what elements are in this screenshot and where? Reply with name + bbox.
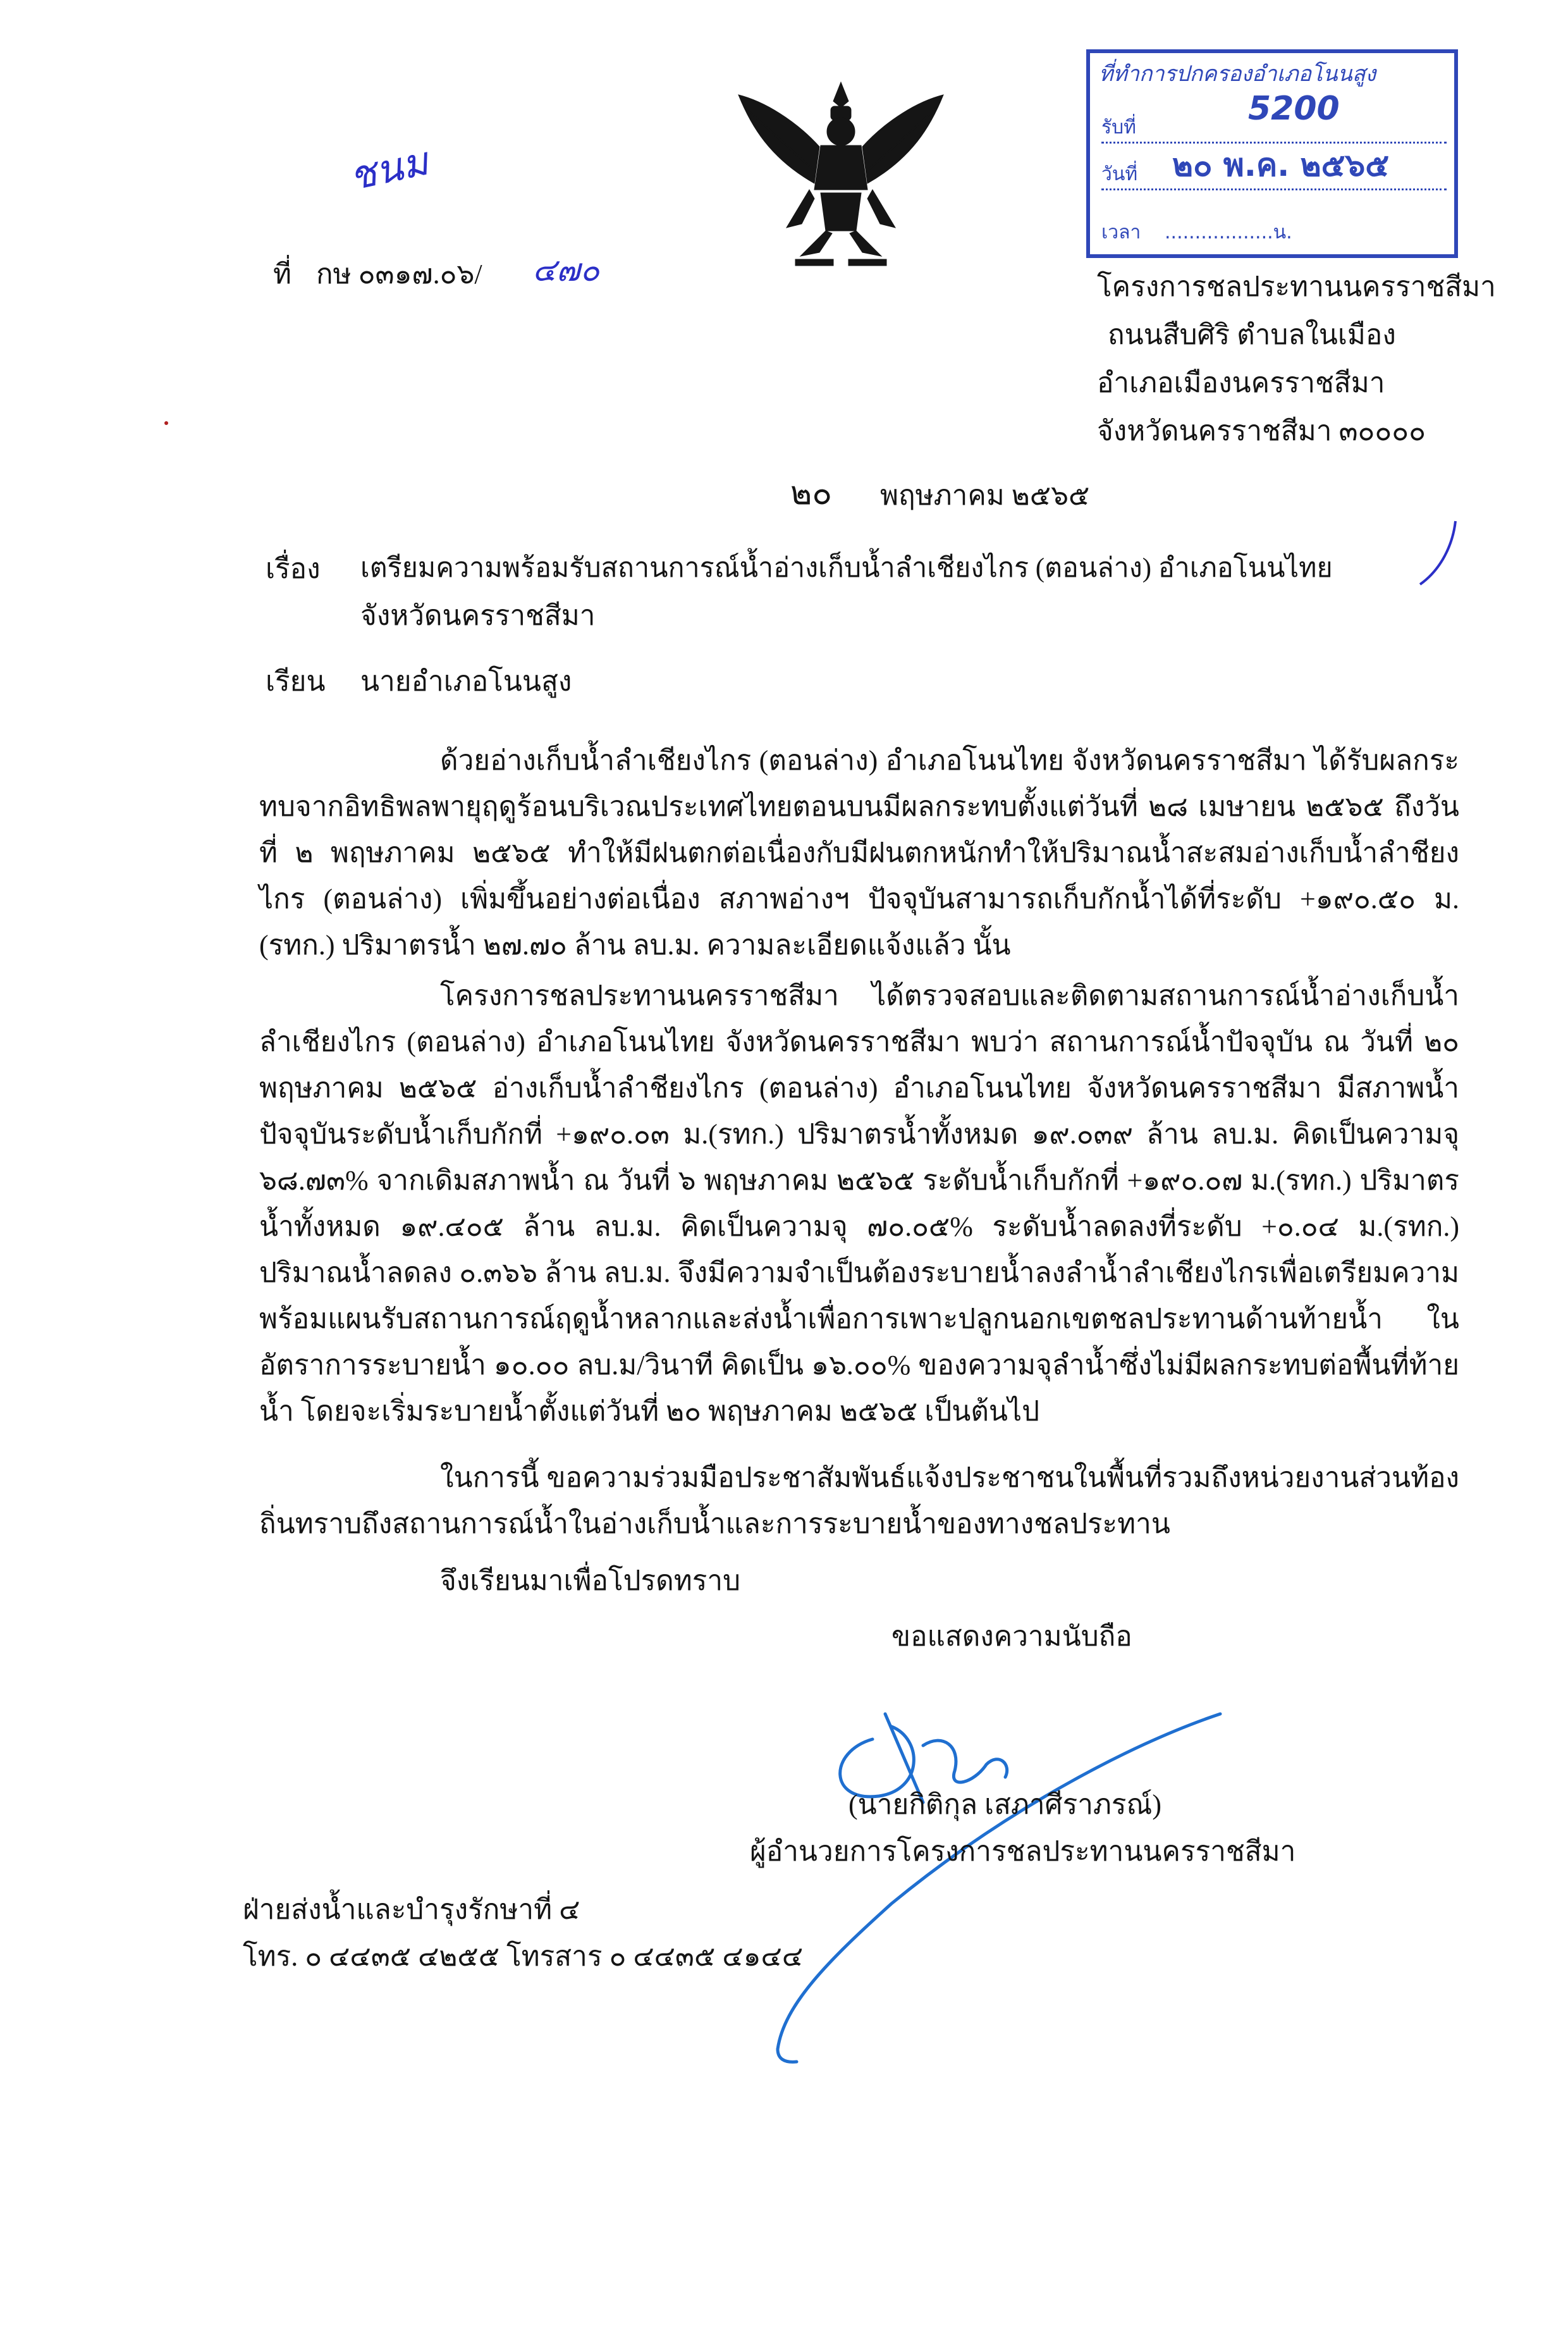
sender-address-line1: โครงการชลประทานนครราชสีมา [1097,271,1496,302]
stray-dot [164,421,168,425]
sender-address-line2: ถนนสืบศิริ ตำบลในเมือง [1108,319,1396,350]
to-label: เรียน [266,666,326,697]
contact-phone: โทร. ๐ ๔๔๓๕ ๔๒๕๕ โทรสาร ๐ ๔๔๓๕ ๔๑๔๔ [243,1941,804,1972]
doc-number-handwritten: ๔๗๐ [532,252,599,288]
receive-stamp [1086,49,1458,258]
pen-tick-mark [1416,519,1461,588]
stamp-time-dots: ..................น. [1165,221,1292,243]
doc-number: กษ ๐๓๑๗.๐๖/ [316,259,482,290]
department: ฝ่ายส่งน้ำและบำรุงรักษาที่ ๔ [243,1894,580,1925]
closing-regards: ขอแสดงความนับถือ [891,1621,1132,1652]
handwritten-signature [733,1638,1328,2340]
stamp-time-row [1101,212,1447,247]
stamp-date-value: ๒๐ พ.ค. ๒๕๖๕ [1172,147,1390,183]
subject-line2: จังหวัดนครราชสีมา [360,600,596,631]
subject-line1: เตรียมความพร้อมรับสถานการณ์น้ำอ่างเก็บน้ำลำเชียงไกร (ตอนล่าง) อำเภอโนนไทย [360,553,1333,583]
signer-name: (นายกิติกุล เสภาศีราภรณ์) [848,1789,1162,1820]
body-paragraph-2: โครงการชลประทานนครราชสีมา ได้ตรวจสอบและติดตามสถานการณ์น้ำอ่างเก็บน้ำลำเชียงไกร (ตอนล่าง) อำเภอโนนไทย จังหวัดนครราชสีมา พบว่า สถานการณ์น้ำปัจจุบัน ณ วันที่ ๒๐ พฤษภาคม ๒๕๖๕ อ่างเก็บน้ำลำชียงไกร (ตอนล่าง) อำเภอโนนไทย จังหวัดนครราชสีมา มีสภาพน้ำปัจจุบันระดับน้ำเก็บกักที่ +๑๙๐.๐๓ ม.(รทก.) ปริมาตรน้ำทั้งหมด ๑๙.๐๓๙ ล้าน ลบ.ม. คิดเป็นความจุ ๖๘.๗๓% จากเดิมสภาพน้ำ ณ วันที่ ๖ พฤษภาคม ๒๕๖๕ ระดับน้ำเก็บกักที่ +๑๙๐.๐๗ ม.(รทก.) ปริมาตรน้ำทั้งหมด ๑๙.๔๐๕ ล้าน ลบ.ม. คิดเป็นความจุ ๗๐.๐๕% ระดับน้ำลดลงที่ระดับ +๐.๐๔ ม.(รทก.) ปริมาณน้ำลดลง ๐.๓๖๖ ล้าน ลบ.ม. จึงมีความจำเป็นต้องระบายน้ำลงลำน้ำลำเชียงไกรเพื่อเตรียมความพร้อมแผนรับสถานการณ์ฤดูน้ำหลากและส่งน้ำเพื่อการเพาะปลูกนอกเขตชลประทานด้านท้ายน้ำ ในอัตราการระบายน้ำ ๑๐.๐๐ ลบ.ม/วินาที คิดเป็น ๑๖.๐๐% ของความจุลำน้ำซึ่งไม่มีผลกระทบต่อพื้นที่ท้ายน้ำ โดยจะเริ่มระบายน้ำตั้งแต่วันที่ ๒๐ พฤษภาคม ๒๕๖๕ เป็นต้นไป [259,980,1459,1427]
stamp-receipt-number: 5200 [1248,90,1340,128]
body-paragraph-1: ด้วยอ่างเก็บน้ำลำเชียงไกร (ตอนล่าง) อำเภอโนนไทย จังหวัดนครราชสีมา ได้รับผลกระทบจากอิทธิพลพายุฤดูร้อนบริเวณประเทศไทยตอนบนมีผลกระทบตั้งแต่วันที่ ๒๘ เมษายน ๒๕๖๕ ถึงวันที่ ๒ พฤษภาคม ๒๕๖๕ ทำให้มีฝนตกต่อเนื่องกับมีฝนตกหนักทำให้ปริมาณน้ำสะสมอ่างเก็บน้ำลำชียงไกร (ตอนล่าง) เพิ่มขึ้นอย่างต่อเนื่อง สภาพอ่างฯ ปัจจุบันสามารถเก็บกักน้ำได้ที่ระดับ +๑๙๐.๕๐ ม.(รทก.) ปริมาตรน้ำ ๒๗.๗๐ ล้าน ลบ.ม. ความละเอียดแจ้งแล้ว นั้น [259,745,1459,961]
sender-address-line3: อำเภอเมืองนครราชสีมา [1097,367,1385,398]
to-value: นายอำเภอโนนสูง [360,666,572,697]
date-month-year: พฤษภาคม ๒๕๖๕ [880,480,1090,511]
sender-address-line4: จังหวัดนครราชสีมา ๓๐๐๐๐ [1097,416,1426,446]
stamp-receipt-label: รับที่ [1101,116,1136,139]
stamp-time-label: เวลา [1101,221,1141,243]
subject-label: เรื่อง [266,553,321,584]
garuda-emblem [726,76,956,278]
closing-request: จึงเรียนมาเพื่อโปรดทราบ [440,1565,741,1596]
doc-number-label: ที่ [273,259,292,290]
handwritten-initials: ชนม [345,137,432,200]
stamp-title: ที่ทำการปกครองอำเภอโนนสูง [1099,61,1376,87]
signer-title: ผู้อำนวยการโครงการชลประทานนครราชสีมา [750,1836,1296,1867]
date-day: ๒๐ [790,476,833,512]
body-paragraph-3: ในการนี้ ขอความร่วมมือประชาสัมพันธ์แจ้งประชาชนในพื้นที่รวมถึงหน่วยงานส่วนท้องถิ่นทราบถึงสถานการณ์น้ำในอ่างเก็บน้ำและการระบายน้ำของทางชลประทาน [259,1462,1459,1539]
stamp-date-label: วันที่ [1101,163,1138,185]
